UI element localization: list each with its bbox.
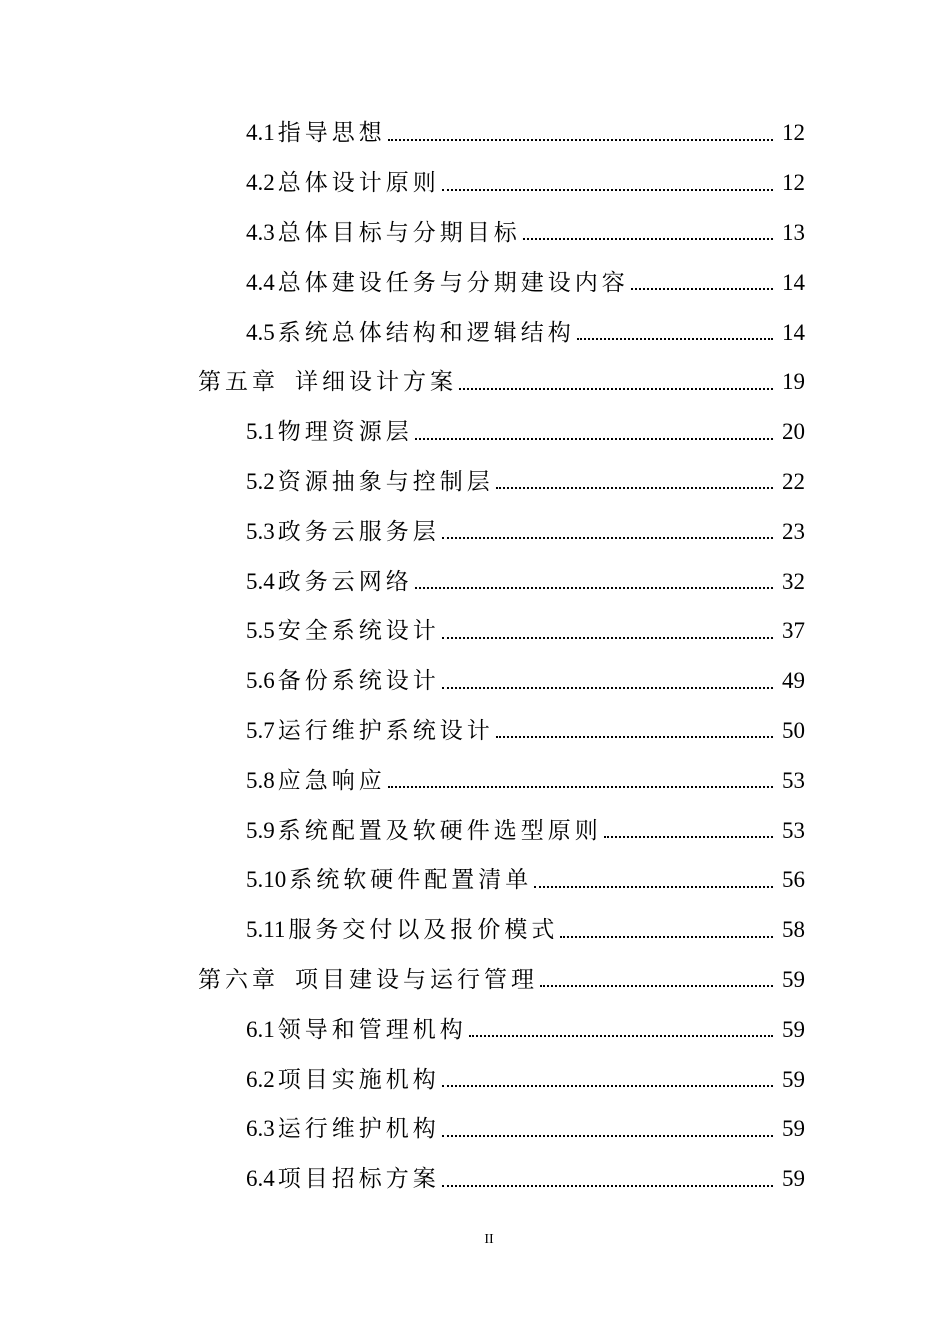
- toc-entry-title: 服务交付以及报价模式: [288, 917, 559, 943]
- toc-dot-leader: [442, 531, 773, 539]
- toc-entry-number: 5.2: [246, 468, 275, 494]
- toc-dot-leader: [540, 979, 773, 987]
- toc-entry-number: 5.4: [246, 568, 275, 594]
- toc-entry-title: 物理资源层: [277, 419, 413, 445]
- toc-entry-title: 运行维护系统设计: [277, 717, 494, 743]
- toc-entry-number: 5.1: [246, 419, 275, 445]
- toc-section-entry[interactable]: [0, 706, 950, 756]
- toc-page-number: 59: [782, 1016, 805, 1042]
- toc-page-number: 56: [782, 867, 805, 893]
- toc-entry-number: 5.8: [246, 767, 275, 793]
- toc-dot-leader: [415, 432, 773, 440]
- toc-dot-leader: [442, 681, 773, 689]
- toc-entry-number: 5.9: [246, 817, 275, 843]
- toc-dot-leader: [442, 1179, 773, 1187]
- toc-entry-number: 第六章: [198, 966, 279, 992]
- toc-entry-title: 政务云服务层: [277, 518, 440, 544]
- toc-section-entry[interactable]: [0, 1154, 950, 1204]
- toc-entry-label: [246, 669, 440, 692]
- toc-entry-label: [246, 868, 532, 891]
- toc-page-number: 22: [782, 468, 805, 494]
- toc-entry-title: 系统总体结构和逻辑结构: [277, 319, 575, 345]
- toc-section-entry[interactable]: [0, 108, 950, 158]
- toc-page-number: 49: [782, 668, 805, 694]
- toc-dot-leader: [534, 880, 773, 888]
- toc-dot-leader: [442, 631, 773, 639]
- toc-dot-leader: [442, 183, 773, 191]
- toc-section-entry[interactable]: [0, 855, 950, 905]
- toc-entry-label: [246, 470, 494, 493]
- toc-page-number: 59: [782, 1116, 805, 1142]
- toc-entry-title: 政务云网络: [277, 568, 413, 594]
- toc-entry-title: 领导和管理机构: [277, 1016, 467, 1042]
- toc-entry-label: [246, 1167, 440, 1190]
- toc-page-number: 58: [782, 917, 805, 943]
- toc-entry-number: 4.5: [246, 319, 275, 345]
- toc-entry-title: 系统软硬件配置清单: [289, 867, 533, 893]
- toc-section-entry[interactable]: [0, 606, 950, 656]
- toc-entry-title: 详细设计方案: [295, 369, 457, 395]
- toc-section-entry[interactable]: [0, 905, 950, 955]
- toc-page-number: 59: [782, 1166, 805, 1192]
- toc-dot-leader: [469, 1029, 773, 1037]
- toc-entry-number: 5.7: [246, 717, 275, 743]
- toc-page-number: 13: [782, 219, 805, 245]
- toc-page-number: 50: [782, 717, 805, 743]
- toc-entry-label: [246, 1068, 440, 1091]
- toc-dot-leader: [459, 382, 773, 390]
- toc-page-number: 53: [782, 767, 805, 793]
- toc-section-entry[interactable]: [0, 1104, 950, 1154]
- table-of-contents: [0, 108, 950, 1204]
- toc-entry-label: [246, 769, 386, 792]
- toc-entry-label: [246, 420, 413, 443]
- toc-dot-leader: [560, 930, 773, 938]
- toc-entry-number: 4.2: [246, 170, 275, 196]
- toc-entry-number: 5.11: [246, 917, 286, 943]
- toc-dot-leader: [577, 332, 773, 340]
- toc-entry-number: 6.4: [246, 1166, 275, 1192]
- toc-dot-leader: [442, 1129, 773, 1137]
- toc-entry-title: 系统配置及软硬件选型原则: [277, 817, 602, 843]
- toc-dot-leader: [496, 730, 773, 738]
- toc-page-number: 12: [782, 170, 805, 196]
- toc-entry-number: 6.1: [246, 1016, 275, 1042]
- toc-section-entry[interactable]: [0, 158, 950, 208]
- toc-section-entry[interactable]: [0, 457, 950, 507]
- toc-page-number: 12: [782, 120, 805, 146]
- toc-page-number: 37: [782, 618, 805, 644]
- toc-section-entry[interactable]: [0, 1054, 950, 1104]
- toc-entry-number: 5.10: [246, 867, 287, 893]
- toc-chapter-entry[interactable]: [0, 357, 950, 407]
- toc-entry-label: [246, 619, 440, 642]
- toc-entry-title: 项目实施机构: [277, 1066, 440, 1092]
- toc-entry-label: [246, 570, 413, 593]
- page-number: II: [484, 1232, 494, 1247]
- toc-entry-label: [246, 819, 602, 842]
- toc-dot-leader: [388, 780, 773, 788]
- toc-section-entry[interactable]: [0, 1004, 950, 1054]
- toc-entry-label: [246, 271, 629, 294]
- toc-dot-leader: [415, 581, 773, 589]
- toc-entry-label: [198, 370, 457, 393]
- toc-entry-number: 4.4: [246, 269, 275, 295]
- toc-dot-leader: [388, 133, 773, 141]
- toc-page-number: 20: [782, 419, 805, 445]
- toc-entry-title: 指导思想: [277, 120, 386, 146]
- toc-entry-label: [246, 221, 521, 244]
- toc-dot-leader: [604, 830, 773, 838]
- toc-entry-title: 项目招标方案: [277, 1166, 440, 1192]
- toc-entry-number: 5.3: [246, 518, 275, 544]
- toc-entry-number: 4.1: [246, 120, 275, 146]
- toc-entry-title: 备份系统设计: [277, 668, 440, 694]
- toc-entry-title: 总体目标与分期目标: [277, 219, 521, 245]
- toc-entry-title: 安全系统设计: [277, 618, 440, 644]
- toc-entry-label: [246, 171, 440, 194]
- toc-entry-label: [246, 121, 386, 144]
- toc-dot-leader: [496, 481, 773, 489]
- toc-entry-number: 6.2: [246, 1066, 275, 1092]
- toc-page-number: 23: [782, 518, 805, 544]
- toc-section-entry[interactable]: [0, 805, 950, 855]
- toc-entry-label: [246, 719, 494, 742]
- toc-entry-title: 总体建设任务与分期建设内容: [277, 269, 629, 295]
- toc-entry-number: 5.5: [246, 618, 275, 644]
- toc-entry-number: 6.3: [246, 1116, 275, 1142]
- toc-section-entry[interactable]: [0, 407, 950, 457]
- toc-entry-title: 项目建设与运行管理: [295, 966, 538, 992]
- toc-page-number: 59: [782, 966, 805, 992]
- toc-entry-label: [246, 321, 575, 344]
- toc-dot-leader: [523, 232, 773, 240]
- toc-section-entry[interactable]: [0, 755, 950, 805]
- toc-section-entry[interactable]: [0, 208, 950, 258]
- toc-entry-label: [246, 1018, 467, 1041]
- toc-page-number: 32: [782, 568, 805, 594]
- toc-dot-leader: [631, 282, 773, 290]
- toc-section-entry[interactable]: [0, 556, 950, 606]
- toc-chapter-entry[interactable]: [0, 955, 950, 1005]
- toc-entry-title: 应急响应: [277, 767, 386, 793]
- toc-entry-number: 4.3: [246, 219, 275, 245]
- toc-entry-title: 资源抽象与控制层: [277, 468, 494, 494]
- toc-section-entry[interactable]: [0, 506, 950, 556]
- toc-page-number: 59: [782, 1066, 805, 1092]
- toc-page-number: 14: [782, 319, 805, 345]
- toc-section-entry[interactable]: [0, 656, 950, 706]
- toc-section-entry[interactable]: [0, 257, 950, 307]
- toc-dot-leader: [442, 1079, 773, 1087]
- toc-entry-number: 第五章: [198, 369, 279, 395]
- toc-page-number: 19: [782, 369, 805, 395]
- toc-entry-label: [246, 520, 440, 543]
- toc-page-number: 53: [782, 817, 805, 843]
- toc-entry-label: [246, 1117, 440, 1140]
- toc-entry-number: 5.6: [246, 668, 275, 694]
- toc-entry-title: 运行维护机构: [277, 1116, 440, 1142]
- toc-entry-label: [246, 918, 558, 941]
- toc-page-number: 14: [782, 269, 805, 295]
- toc-section-entry[interactable]: [0, 307, 950, 357]
- toc-entry-title: 总体设计原则: [277, 170, 440, 196]
- toc-entry-label: [198, 968, 538, 991]
